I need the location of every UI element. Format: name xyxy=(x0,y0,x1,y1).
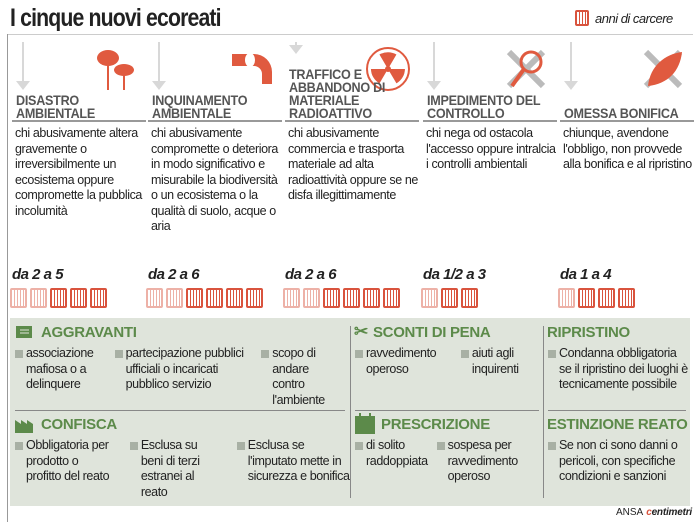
sentence-range: da 1 a 4 xyxy=(560,266,612,283)
page-title: I cinque nuovi ecoreati xyxy=(10,4,221,32)
crime-title: INQUINAMENTO AMBIENTALE xyxy=(152,92,248,121)
crime-header xyxy=(285,40,419,122)
section-title: AGGRAVANTI xyxy=(41,323,137,341)
crime-header xyxy=(423,40,557,122)
divider xyxy=(355,410,539,411)
year-cell-icon xyxy=(578,288,595,308)
section-confisca xyxy=(14,413,350,500)
crime-header xyxy=(12,40,146,122)
bullet-item: di solito raddoppiata xyxy=(354,438,428,485)
bullet-item: partecipazione pubblici ufficiali o incaricati pubblico servizio xyxy=(114,346,251,408)
divider xyxy=(548,410,686,411)
bullet-item: Condanna obbligatoria se il ripristino dei luoghi è tecnicamente possibile xyxy=(547,346,689,393)
year-cell-icon xyxy=(186,288,203,308)
sentence-cells xyxy=(146,288,266,313)
sentence-cells xyxy=(558,288,638,313)
sentence-range: da 2 a 6 xyxy=(285,266,337,283)
section-title: PRESCRIZIONE xyxy=(381,415,490,433)
year-cell-icon xyxy=(206,288,223,308)
section-title: SCONTI DI PENA xyxy=(372,323,491,341)
cell-icon xyxy=(575,10,589,26)
year-cell-icon xyxy=(283,288,300,308)
crime-description: chiunque, avendone l'obbligo, non provvede alla bonifica e al ripristino xyxy=(563,126,692,171)
year-cell-icon xyxy=(246,288,263,308)
sentence-cells xyxy=(421,288,481,313)
ansa-label: ANSA xyxy=(615,507,644,518)
centimetri-logo xyxy=(646,507,692,518)
section-ripristino xyxy=(547,321,689,393)
frame-top xyxy=(7,34,693,35)
section-estinzione xyxy=(547,413,689,485)
year-cell-icon xyxy=(441,288,458,308)
pipe-icon xyxy=(228,46,274,92)
arrow-down-icon xyxy=(570,42,572,86)
year-cell-icon xyxy=(70,288,87,308)
sentence-range: da 2 a 6 xyxy=(148,266,200,283)
logo-text: entimetri xyxy=(651,507,692,518)
year-cell-icon xyxy=(303,288,320,308)
year-cell-icon xyxy=(90,288,107,308)
logo-letter: c xyxy=(646,507,652,518)
bullet-item: associazione mafiosa o a delinquere xyxy=(14,346,104,408)
bullet-item: scopo di andare contro l'ambiente xyxy=(260,346,344,408)
crime-description: chi abusivamente altera gravemente o irreversibilmente un ecosistema oppure compromette la pubblica incolumità xyxy=(15,126,142,218)
sentence-range: da 2 a 5 xyxy=(12,266,64,283)
crime-column xyxy=(423,40,557,173)
sentence-cells xyxy=(283,288,403,313)
crime-header xyxy=(560,40,694,122)
factory-icon xyxy=(14,414,36,434)
divider xyxy=(15,410,345,411)
divider xyxy=(350,326,351,498)
legend-label: anni di carcere xyxy=(595,10,673,26)
divider xyxy=(543,326,544,498)
crime-column xyxy=(12,40,146,219)
leaf-crossed-icon xyxy=(640,46,686,92)
arrow-down-icon xyxy=(22,42,24,86)
sentence-cells xyxy=(10,288,110,313)
crime-title: DISASTRO AMBIENTALE xyxy=(16,92,95,121)
year-cell-icon xyxy=(343,288,360,308)
calendar-icon xyxy=(354,413,376,435)
bullet-item: sospesa per ravvedimento operoso xyxy=(436,438,540,485)
year-cell-icon xyxy=(146,288,163,308)
magnifier-crossed-icon xyxy=(503,46,549,92)
year-cell-icon xyxy=(323,288,340,308)
year-cell-icon xyxy=(461,288,478,308)
bullet-item: ravvedimento operoso xyxy=(354,346,452,377)
year-cell-icon xyxy=(226,288,243,308)
trees-icon xyxy=(92,46,138,92)
legend xyxy=(575,10,673,26)
section-aggravanti xyxy=(14,321,344,408)
bullet-item: Obbligatoria per prodotto o profitto del reato xyxy=(14,438,115,500)
details-panel xyxy=(10,318,690,506)
bullet-item: Esclusa su beni di terzi estranei al reato xyxy=(129,438,222,500)
arrow-down-icon xyxy=(295,42,297,50)
bullet-item: Se non ci sono danni o pericoli, con specifiche condizioni e sanzioni xyxy=(547,438,689,485)
crime-column xyxy=(285,40,419,204)
year-cell-icon xyxy=(618,288,635,308)
bullet-item: Esclusa se l'imputato mette in sicurezza e bonifica xyxy=(236,438,350,500)
crime-column xyxy=(560,40,694,173)
scroll-pen-icon xyxy=(14,322,36,342)
crime-description: chi abusivamente compromette o deteriora in modo significativo e misurabile la biodiversità o un ecosistema o la qualità di suolo, acque o aria xyxy=(151,126,278,233)
crime-column xyxy=(148,40,282,235)
year-cell-icon xyxy=(50,288,67,308)
crime-description: chi abusivamente commercia e trasporta materiale ad alta radioattività oppure se ne disfa illegittimamente xyxy=(288,126,418,202)
year-cell-icon xyxy=(30,288,47,308)
section-title: CONFISCA xyxy=(41,415,117,433)
footer-credit xyxy=(616,507,692,518)
bullet-item: aiuti agli inquirenti xyxy=(460,346,540,377)
section-sconti xyxy=(354,321,540,377)
crime-title: IMPEDIMENTO DEL CONTROLLO xyxy=(427,92,541,121)
crime-description: chi nega od ostacola l'accesso oppure intralcia i controlli ambientali xyxy=(426,126,556,171)
sentence-range: da 1/2 a 3 xyxy=(423,266,486,283)
crime-title: TRAFFICO E ABBANDONO DI MATERIALE RADIOATTIVO xyxy=(289,66,386,121)
year-cell-icon xyxy=(598,288,615,308)
section-title: ESTINZIONE REATO xyxy=(547,415,688,433)
year-cell-icon xyxy=(383,288,400,308)
section-prescrizione xyxy=(354,413,540,485)
year-cell-icon xyxy=(558,288,575,308)
arrow-down-icon xyxy=(158,42,160,86)
section-title: RIPRISTINO xyxy=(547,323,630,341)
arrow-down-icon xyxy=(433,42,435,86)
year-cell-icon xyxy=(421,288,438,308)
frame-left xyxy=(7,34,8,522)
scissors-icon: ✂ xyxy=(354,322,368,341)
year-cell-icon xyxy=(166,288,183,308)
crime-title: OMESSA BONIFICA xyxy=(564,105,679,121)
year-cell-icon xyxy=(363,288,380,308)
year-cell-icon xyxy=(10,288,27,308)
crime-header xyxy=(148,40,282,122)
